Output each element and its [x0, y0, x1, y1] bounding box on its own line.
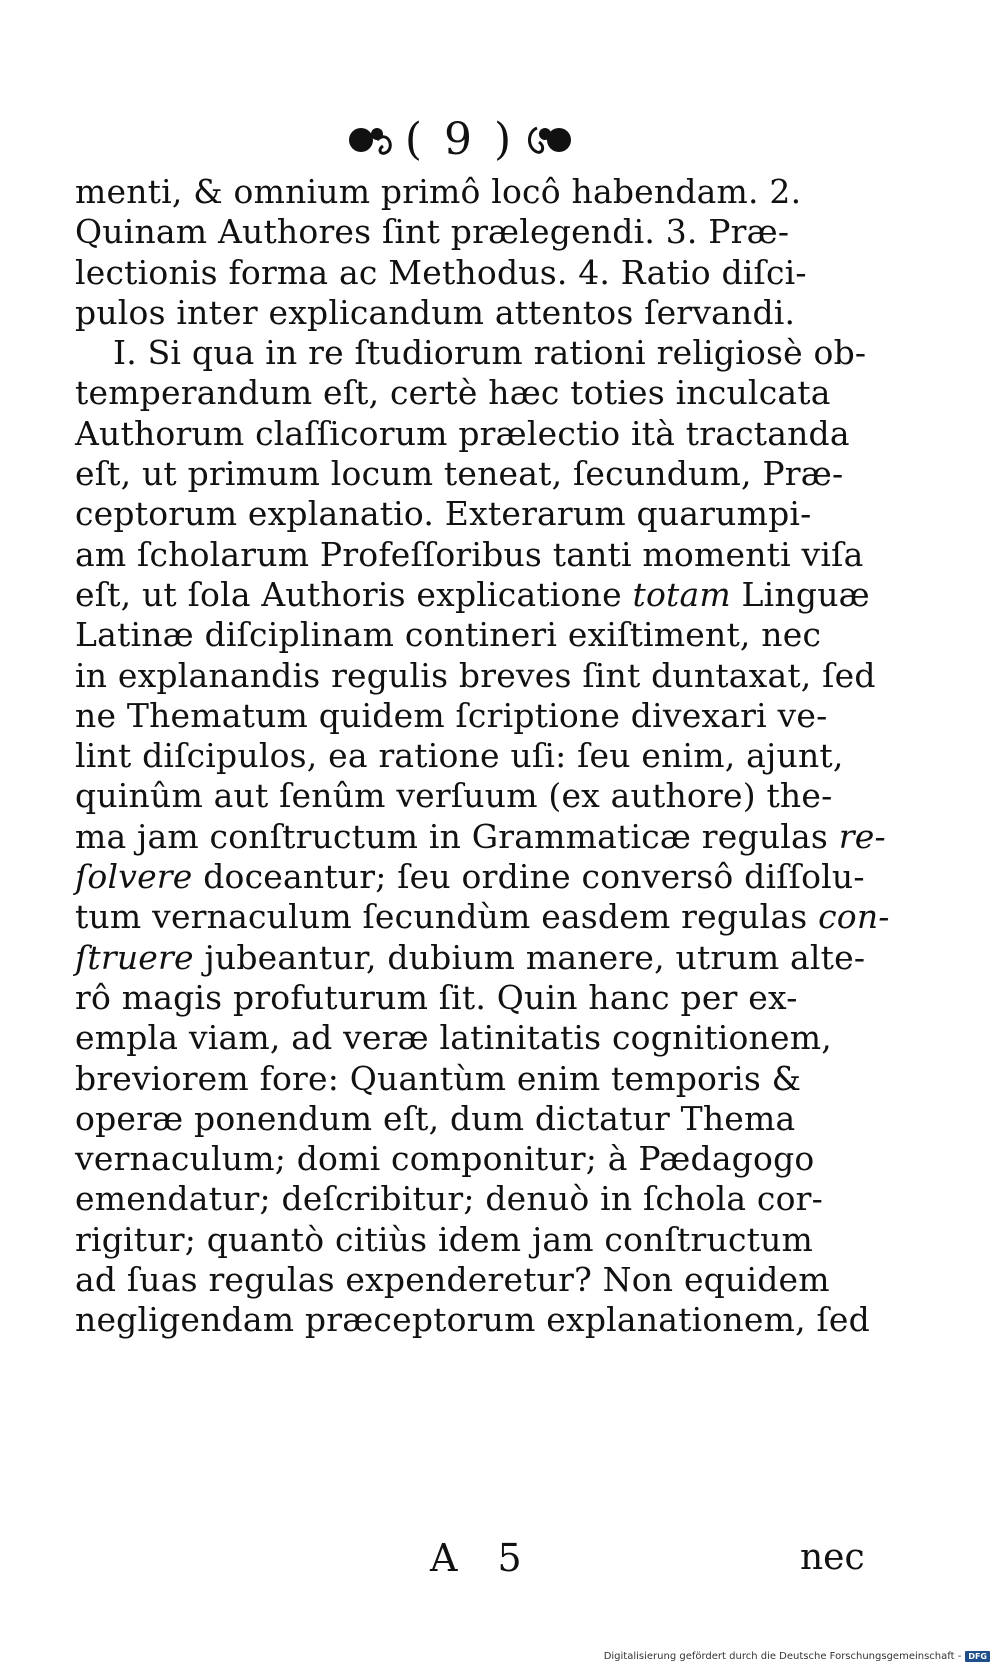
text-line: I. Si qua in re ſtudiorum rationi religiosè ob- — [113, 333, 867, 373]
italic-word: ſolvere — [75, 857, 193, 897]
text-segment: Linguæ — [730, 574, 870, 614]
page-number: ( 9 ) — [404, 114, 516, 165]
text-line: Authorum claſſicorum prælectio ità tractanda — [75, 413, 850, 453]
credit-text: Digitalisierung gefördert durch die Deutsche Forschungsgemeinschaft - — [603, 1651, 962, 1662]
italic-word: ſtruere — [75, 937, 194, 977]
text-segment: ma jam conſtructum in Grammaticæ regulas — [75, 816, 839, 856]
text-line: rô magis profuturum ſit. Quin hanc per ex- — [75, 977, 798, 1017]
text-segment: tum vernaculum ſecundùm easdem regulas — [75, 897, 819, 937]
text-segment: jubeantur, dubium manere, utrum alte- — [204, 937, 866, 977]
text-line: am ſcholarum Profeſſoribus tanti momenti viſa — [75, 534, 864, 574]
page-header — [330, 110, 590, 170]
text-line — [75, 817, 910, 857]
signature-mark: A 5 — [430, 1536, 536, 1580]
body-text — [75, 172, 910, 1341]
text-line: vernaculum; domi componitur; à Pædagogo — [75, 1139, 815, 1179]
italic-word: con- — [818, 897, 890, 937]
ornament-icon — [521, 120, 573, 160]
text-line: ad ſuas regulas expenderetur? Non equidem — [75, 1260, 830, 1300]
text-line: eſt, ut primum locum teneat, ſecundum, Præ- — [75, 454, 844, 494]
text-line: emendatur; deſcribitur; denuò in ſchola cor- — [75, 1179, 823, 1219]
text-line: lectionis forma ac Methodus. 4. Ratio diſci- — [75, 252, 807, 292]
text-line — [75, 938, 910, 978]
text-line: lint diſcipulos, ea ratione uſi: ſeu enim, ajunt, — [75, 736, 844, 776]
text-line: rigitur; quantò citiùs idem jam conſtructum — [75, 1219, 814, 1259]
text-line: ceptorum explanatio. Exterarum quarumpi- — [75, 494, 812, 534]
catchword: nec — [800, 1537, 865, 1578]
italic-word: re- — [838, 816, 886, 856]
text-segment: eſt, ut ſola Authoris explicatione — [75, 574, 633, 614]
text-line: pulos inter explicandum attentos ſervandi. — [75, 292, 796, 332]
text-line: ne Thematum quidem ſcriptione divexari ve- — [75, 695, 828, 735]
text-line: empla viam, ad veræ latinitatis cognitionem, — [75, 1018, 832, 1058]
text-line — [75, 575, 910, 615]
text-line: breviorem fore: Quantùm enim temporis & — [75, 1058, 802, 1098]
ornament-icon — [347, 120, 399, 160]
text-line: in explanandis regulis breves ſint duntaxat, ſed — [75, 655, 876, 695]
text-line: Quinam Authores ſint prælegendi. 3. Præ- — [75, 212, 790, 252]
text-line: Latinæ diſciplinam contineri exiſtiment, nec — [75, 615, 822, 655]
dfg-logo-icon: DFG — [965, 1651, 990, 1662]
text-line: negligendam præceptorum explanationem, ſed — [75, 1300, 870, 1340]
text-line: operæ ponendum eſt, dum dictatur Thema — [75, 1098, 796, 1138]
digitization-credit — [604, 1651, 990, 1662]
italic-word: totam — [632, 574, 731, 614]
text-line: temperandum eſt, certè hæc toties inculcata — [75, 373, 831, 413]
text-line — [75, 857, 910, 897]
text-line: menti, & omnium primô locô habendam. 2. — [75, 172, 802, 211]
text-line: quinûm aut ſenûm verſuum (ex authore) the- — [75, 776, 833, 816]
text-segment: doceantur; ſeu ordine conversô diſſolu- — [203, 857, 865, 897]
text-line — [75, 897, 910, 937]
